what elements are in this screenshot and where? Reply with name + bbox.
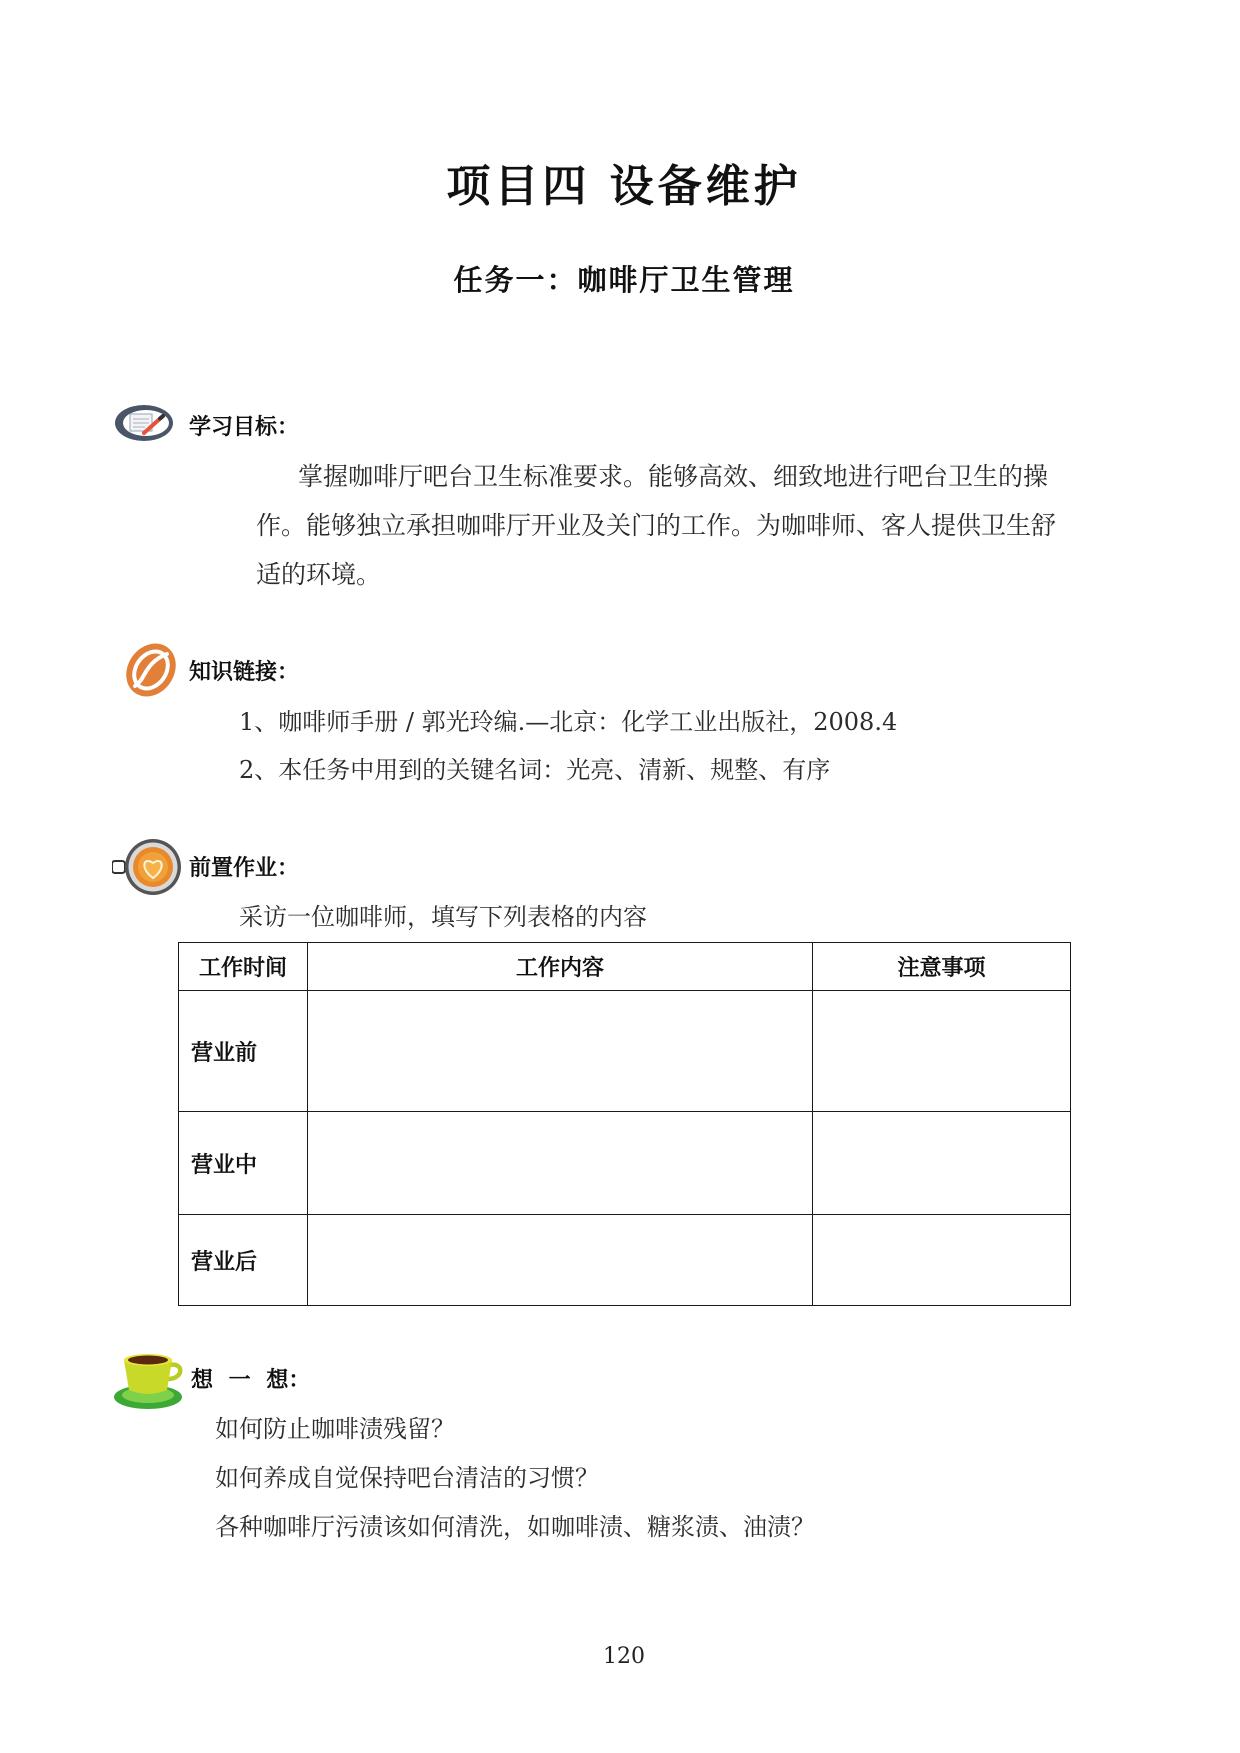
question-item: 如何防止咖啡渍残留？ [215, 1415, 455, 1443]
table-row [179, 1112, 1071, 1215]
task-subtitle: 任务一：咖啡厅卫生管理 [453, 263, 795, 297]
page-title: 项目四 设备维护 [446, 161, 802, 212]
table-row [179, 991, 1071, 1112]
row-label: 营业前 [179, 991, 308, 1112]
knowledge-item: 1、咖啡师手册 / 郭光玲编.—北京：化学工业出版社，2008.4 [239, 708, 898, 736]
question-item: 如何养成自觉保持吧台清洁的习惯？ [215, 1464, 599, 1492]
preview-heading: 前置作业： [189, 855, 300, 881]
header-work-content: 工作内容 [308, 943, 813, 991]
think-heading: 想 一 想： [191, 1367, 311, 1393]
objectives-heading: 学习目标： [189, 414, 300, 440]
row-label: 营业中 [179, 1112, 308, 1215]
coffee-cup-heart-icon [112, 836, 182, 898]
header-work-time: 工作时间 [179, 943, 308, 991]
table-header-row [179, 943, 1071, 991]
table-row [179, 1215, 1071, 1306]
content-cell [308, 1215, 813, 1306]
knowledge-list [239, 698, 1139, 794]
think-questions [215, 1405, 1115, 1552]
header-notes: 注意事项 [813, 943, 1071, 991]
interview-table [178, 942, 1071, 1306]
coffee-bean-icon [122, 639, 180, 701]
notepad-icon [114, 402, 176, 444]
content-cell [308, 1112, 813, 1215]
question-item: 各种咖啡厅污渍该如何清洗，如咖啡渍、糖浆渍、油渍？ [215, 1513, 815, 1541]
content-cell [308, 991, 813, 1112]
preview-instruction: 采访一位咖啡师，填写下列表格的内容 [239, 903, 647, 931]
notes-cell [813, 1112, 1071, 1215]
notes-cell [813, 1215, 1071, 1306]
knowledge-item: 2、本任务中用到的关键名词：光亮、清新、规整、有序 [239, 756, 831, 784]
objectives-text: 掌握咖啡厅吧台卫生标准要求。能够高效、细致地进行吧台卫生的操作。能够独立承担咖啡厅开业及关门的工作。为咖啡师、客人提供卫生舒适的环境。 [256, 462, 1057, 589]
page-number: 120 [603, 1644, 645, 1669]
knowledge-heading: 知识链接： [189, 659, 300, 685]
teacup-icon [112, 1350, 192, 1412]
notes-cell [813, 991, 1071, 1112]
row-label: 营业后 [179, 1215, 308, 1306]
